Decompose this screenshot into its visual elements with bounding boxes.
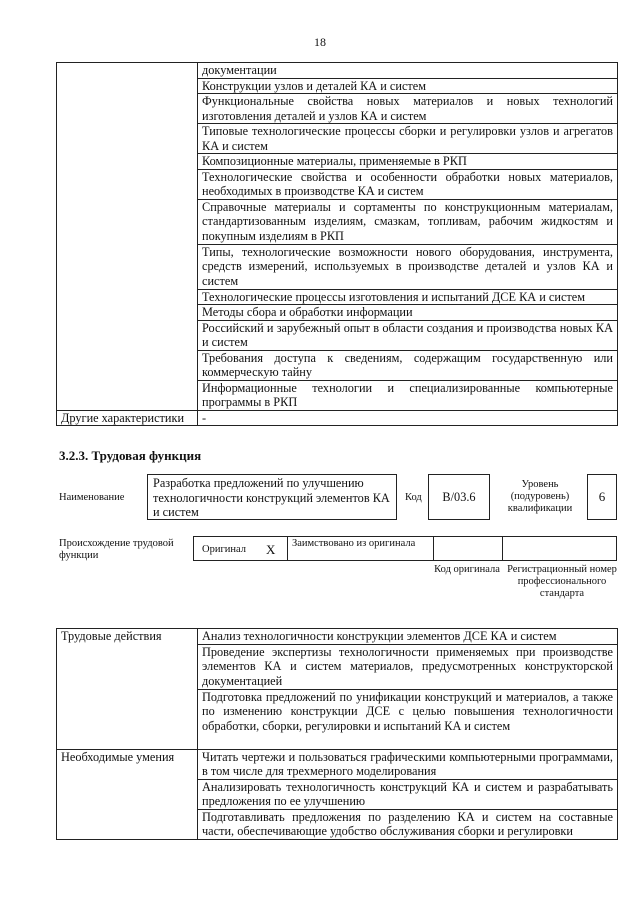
original-mark: X	[266, 542, 276, 557]
skill-row: Читать чертежи и пользоваться графическими компьютерными программами, в том числе для трехмерного моделирования	[198, 749, 618, 779]
divider	[502, 536, 503, 561]
knowledge-table	[56, 62, 618, 426]
name-label: Наименование	[59, 492, 125, 503]
function-name-box: Разработка предложений по улучшению технологичности конструкций элементов КА и систем	[147, 474, 397, 520]
knowledge-row: Требования доступа к сведениям, содержащим государственную или коммерческую тайну	[198, 350, 618, 380]
knowledge-row: Типовые технологические процессы сборки и регулировки узлов и агрегатов КА и систем	[198, 124, 618, 154]
code-label: Код	[405, 492, 422, 503]
level-label: Уровень (подуровень) квалификации	[507, 479, 573, 514]
knowledge-row: Информационные технологии и специализированные компьютерные программы в РКП	[198, 380, 618, 410]
origin-label: Происхождение трудовой функции	[59, 538, 174, 561]
knowledge-row: Функциональные свойства новых материалов и новых технологий изготовления деталей и узлов КА и систем	[198, 94, 618, 124]
divider	[433, 536, 434, 561]
level-value-box: 6	[587, 474, 617, 520]
knowledge-label-cell	[57, 63, 198, 411]
original-label: Оригинал	[202, 544, 246, 555]
knowledge-row: Технологические процессы изготовления и испытаний ДСЕ КА и систем	[198, 289, 618, 305]
knowledge-row: Композиционные материалы, применяемые в РКП	[198, 154, 618, 170]
skill-row: Анализировать технологичность конструкций КА и систем и разрабатывать предложения по ее улучшению	[198, 779, 618, 809]
registration-caption: Регистрационный номер профессионального стандарта	[507, 564, 617, 599]
other-characteristics-value: -	[198, 410, 618, 426]
page-number: 18	[314, 35, 326, 49]
knowledge-row: Справочные материалы и сортаменты по конструкционным материалам, стандартизованным изделиям, смазкам, топливам, рабочим жидкостям и покупным изделиям в РКП	[198, 199, 618, 244]
knowledge-row: Типы, технологические возможности нового оборудования, инструмента, средств измерений, используемых в производстве деталей и узлов КА и систем	[198, 244, 618, 289]
origin-row	[193, 536, 617, 561]
other-characteristics-label: Другие характеристики	[57, 410, 198, 426]
knowledge-row: Конструкции узлов и деталей КА и систем	[198, 78, 618, 94]
knowledge-row: документации	[198, 63, 618, 79]
action-row: Анализ технологичности конструкции элементов ДСЕ КА и систем	[198, 629, 618, 645]
section-heading: 3.2.3. Трудовая функция	[59, 448, 202, 463]
function-details-table	[56, 628, 618, 840]
skill-row: Подготавливать предложения по разделению КА и систем на составные части, обеспечивающие удобство обслуживания сборки и регулировки	[198, 809, 618, 839]
divider	[287, 536, 288, 561]
code-value-box: B/03.6	[428, 474, 490, 520]
knowledge-row: Методы сбора и обработки информации	[198, 305, 618, 321]
knowledge-row: Технологические свойства и особенности обработки новых материалов, необходимых в производстве КА и систем	[198, 169, 618, 199]
knowledge-row: Российский и зарубежный опыт в области создания и производства новых КА и систем	[198, 320, 618, 350]
borrowed-label: Заимствовано из оригинала	[292, 538, 416, 549]
code-original-caption: Код оригинала	[434, 564, 500, 575]
skills-label: Необходимые умения	[57, 749, 198, 839]
action-row: Проведение экспертизы технологичности применяемых при производстве элементов КА и систем материалов, предусмотренных конструкторской документацией	[198, 644, 618, 689]
actions-label: Трудовые действия	[57, 629, 198, 750]
action-row: Подготовка предложений по унификации конструкций и материалов, а также по изменению конструкции ДСЕ с целью повышения технологичности обработки, сборки, регулировки и испытаний КА и систем	[198, 689, 618, 749]
